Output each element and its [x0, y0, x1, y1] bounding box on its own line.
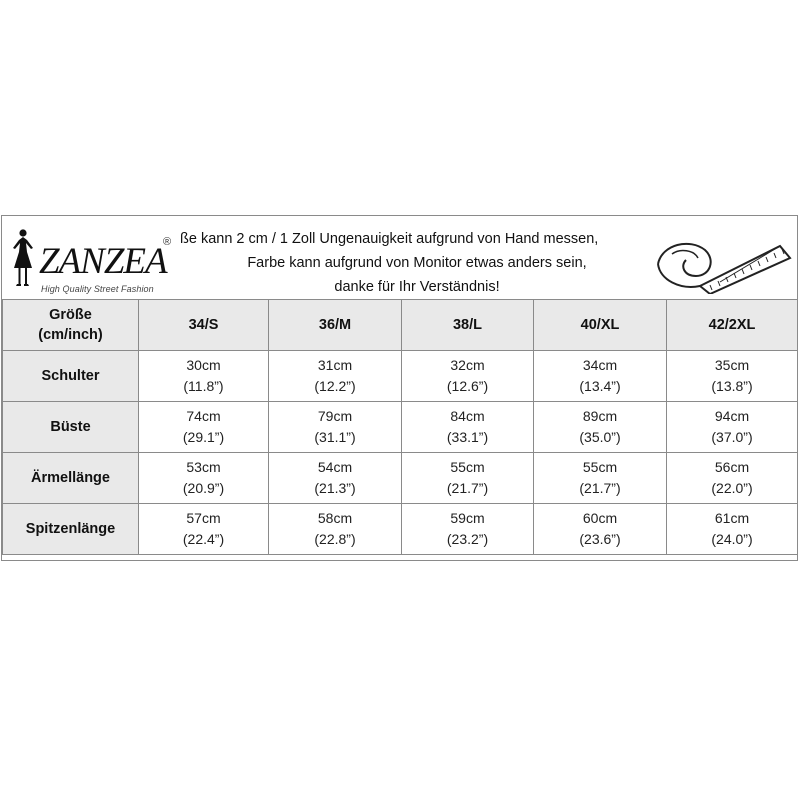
dress-figure-icon [8, 228, 38, 288]
size-column-header: 38/L [402, 300, 534, 351]
measurement-cell [667, 351, 798, 402]
cm-value: 74cm [186, 408, 221, 424]
cm-value: 30cm [186, 357, 221, 373]
measurement-cell [667, 402, 798, 453]
measurement-cell [402, 453, 534, 504]
cm-value: 34cm [582, 357, 618, 373]
inch-value: (35.0”) [579, 429, 621, 445]
measurement-cell [534, 453, 667, 504]
size-column-header: 34/S [139, 300, 269, 351]
inch-value: (31.1”) [314, 429, 356, 445]
brand-tagline: High Quality Street Fashion [41, 284, 154, 294]
measurement-label: Schulter [3, 351, 139, 402]
cm-value: 79cm [317, 408, 353, 424]
table-row [3, 504, 798, 555]
inch-value: (22.4”) [182, 531, 225, 547]
measurement-label: Büste [3, 402, 139, 453]
inch-value: (20.9”) [182, 480, 225, 496]
measurement-cell [139, 402, 269, 453]
measurement-cell [534, 402, 667, 453]
inch-value: (12.2”) [314, 378, 356, 394]
size-unit-header-line-1: Größe [49, 307, 92, 323]
table-row [3, 351, 798, 402]
inch-value: (22.8”) [314, 531, 356, 547]
brand-name: ZANZEA [39, 241, 167, 282]
registered-mark: ® [163, 236, 172, 248]
size-unit-header [3, 300, 139, 351]
notice-line-1: ße kann 2 cm / 1 Zoll Ungenauigkeit aufgrund von Hand messen, [180, 231, 599, 247]
measurement-cell [139, 453, 269, 504]
measurement-cell [667, 453, 798, 504]
cm-value: 56cm [714, 459, 750, 475]
cm-value: 55cm [582, 459, 618, 475]
inch-value: (12.6”) [446, 378, 489, 394]
brand-logo [8, 226, 183, 292]
size-column-header: 36/M [269, 300, 402, 351]
inch-value: (37.0”) [711, 429, 753, 445]
inch-value: (13.8”) [711, 378, 753, 394]
inch-value: (13.4”) [579, 378, 621, 394]
cm-value: 89cm [582, 408, 618, 424]
inch-value: (23.6”) [579, 531, 621, 547]
inch-value: (21.7”) [446, 480, 489, 496]
cm-value: 57cm [186, 510, 221, 526]
measuring-tape-icon [650, 224, 795, 294]
measurement-cell [402, 504, 534, 555]
inch-value: (22.0”) [711, 480, 753, 496]
inch-value: (21.3”) [314, 480, 356, 496]
cm-value: 55cm [450, 459, 485, 475]
inch-value: (33.1”) [446, 429, 489, 445]
measurement-cell [402, 351, 534, 402]
measurement-cell [139, 504, 269, 555]
size-chart [1, 215, 798, 561]
cm-value: 94cm [714, 408, 750, 424]
cm-value: 61cm [714, 510, 750, 526]
measurement-cell [269, 351, 402, 402]
measurement-cell [139, 351, 269, 402]
measurement-cell [269, 402, 402, 453]
inch-value: (11.8”) [183, 378, 224, 394]
cm-value: 58cm [317, 510, 353, 526]
cm-value: 32cm [450, 357, 485, 373]
inch-value: (29.1”) [182, 429, 225, 445]
table-row [3, 402, 798, 453]
cm-value: 53cm [186, 459, 221, 475]
size-column-header: 42/2XL [667, 300, 798, 351]
cm-value: 35cm [714, 357, 750, 373]
cm-value: 84cm [450, 408, 485, 424]
notice-line-3: danke für Ihr Verständnis! [334, 279, 500, 295]
measurement-notice [177, 227, 657, 299]
size-table [2, 299, 798, 555]
inch-value: (23.2”) [446, 531, 489, 547]
header-row [3, 300, 798, 351]
inch-value: (24.0”) [711, 531, 753, 547]
chart-header [2, 216, 797, 299]
measurement-cell [534, 351, 667, 402]
cm-value: 60cm [582, 510, 618, 526]
size-unit-header-line-2: (cm/inch) [38, 327, 103, 343]
cm-value: 59cm [450, 510, 485, 526]
measurement-cell [534, 504, 667, 555]
measurement-cell [667, 504, 798, 555]
cm-value: 54cm [317, 459, 353, 475]
measurement-label: Spitzenlänge [3, 504, 139, 555]
measurement-label: Ärmellänge [3, 453, 139, 504]
measurement-cell [269, 504, 402, 555]
cm-value: 31cm [317, 357, 353, 373]
measurement-cell [402, 402, 534, 453]
inch-value: (21.7”) [579, 480, 621, 496]
notice-line-2: Farbe kann aufgrund von Monitor etwas anders sein, [247, 255, 587, 271]
table-row [3, 453, 798, 504]
size-column-header: 40/XL [534, 300, 667, 351]
size-table-body [3, 300, 798, 555]
measurement-cell [269, 453, 402, 504]
